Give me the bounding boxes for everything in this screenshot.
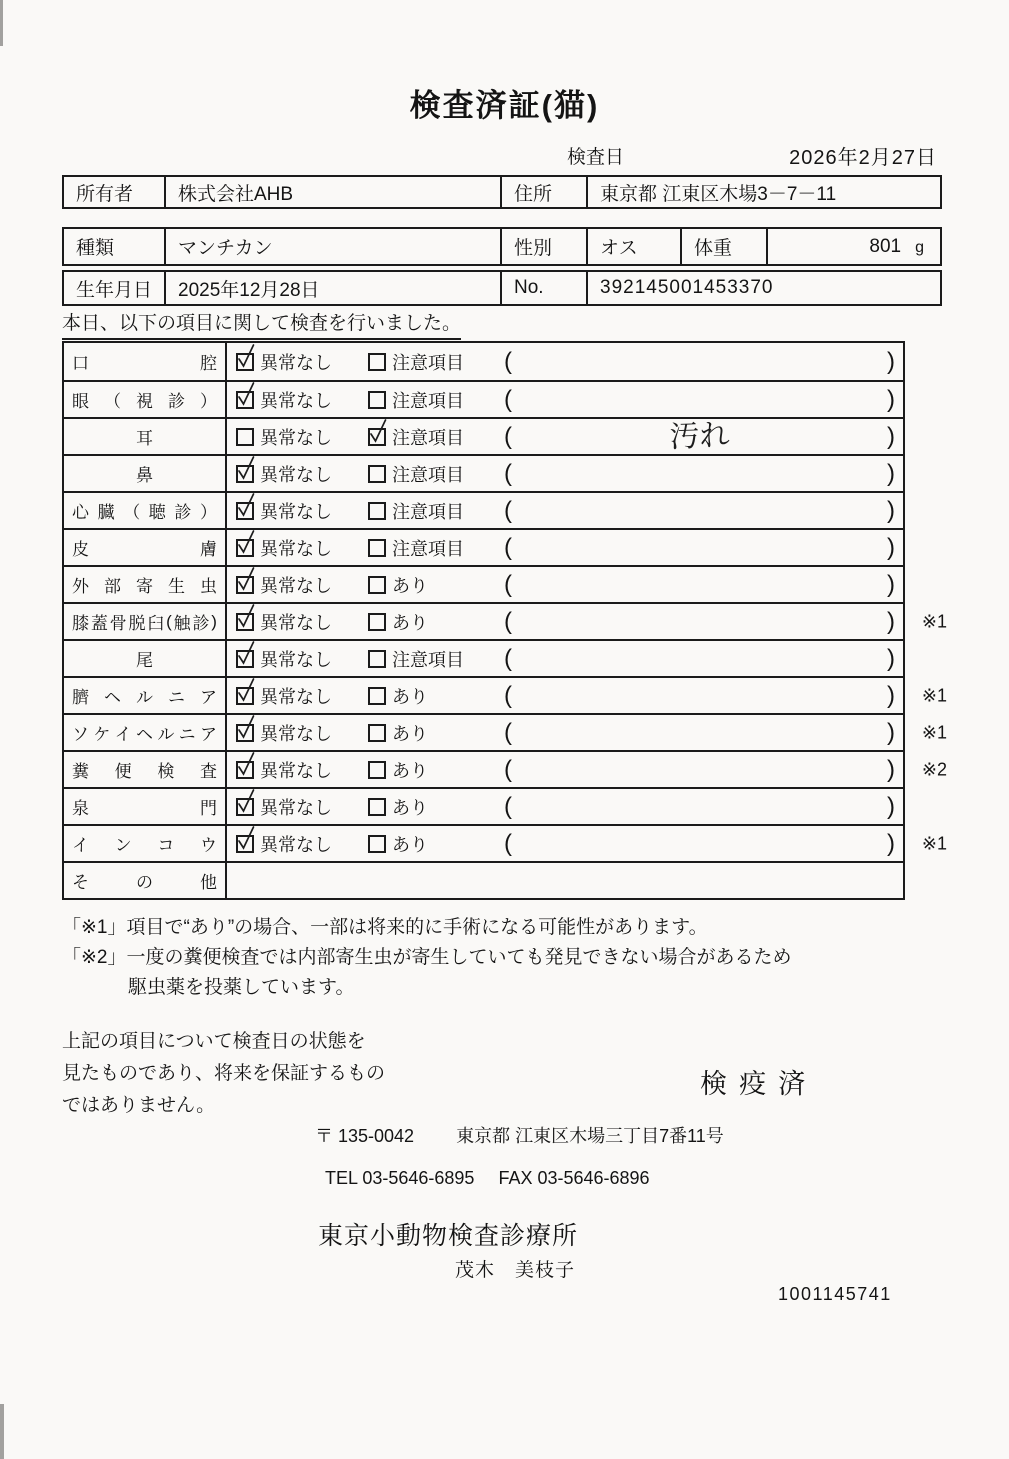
exam-row-content — [227, 678, 903, 713]
note-open-paren: ( — [504, 385, 512, 413]
no-abnormality-checkbox — [236, 798, 254, 816]
breed-label: 種類 — [63, 228, 165, 265]
note-close-paren: ) — [887, 681, 895, 709]
no-abnormality-option — [236, 349, 368, 375]
checkmark-icon — [235, 602, 257, 632]
exam-item-label: イ ン コ ウ — [64, 826, 227, 861]
note-text — [512, 615, 887, 628]
no-abnormality-checkbox — [236, 687, 254, 705]
note-open-paren: ( — [504, 422, 512, 450]
exam-row-content — [227, 530, 903, 565]
checkmark-icon — [235, 639, 257, 669]
note-area — [504, 829, 903, 857]
no-abnormality-label: 異常なし — [260, 464, 332, 485]
note-area — [504, 385, 903, 413]
checkmark-icon — [235, 713, 257, 743]
no-abnormality-checkbox — [236, 613, 254, 631]
checkmark-icon — [235, 342, 257, 372]
exam-row-content — [227, 456, 903, 491]
footnote-ref: ※2 — [921, 759, 947, 779]
no-abnormality-checkbox — [236, 353, 254, 371]
note-text — [512, 837, 887, 850]
no-abnormality-checkbox — [236, 465, 254, 483]
no-abnormality-option — [236, 461, 368, 487]
attention-checkbox — [368, 798, 386, 816]
attention-checkbox — [368, 613, 386, 631]
attention-checkbox — [368, 835, 386, 853]
note-close-paren: ) — [887, 347, 895, 375]
footnote-ref: ※1 — [921, 833, 947, 853]
no-abnormality-option — [236, 831, 368, 857]
note-text — [512, 800, 887, 813]
attention-checkbox — [368, 724, 386, 742]
no-abnormality-label: 異常なし — [260, 760, 332, 781]
exam-item-label: そ の 他 — [64, 863, 227, 898]
postal-code: 〒 135-0042 — [315, 1126, 415, 1146]
no-abnormality-option — [236, 720, 368, 746]
attention-label: あり — [392, 723, 428, 744]
weight-unit: g — [915, 238, 924, 256]
no-abnormality-option — [236, 498, 368, 524]
exam-row-content — [227, 493, 903, 528]
exam-row — [64, 787, 903, 824]
attention-label: 注意項目 — [392, 390, 464, 411]
attention-label: 注意項目 — [392, 427, 464, 448]
note-open-paren: ( — [504, 829, 512, 857]
no-abnormality-label: 異常なし — [260, 352, 332, 373]
no-abnormality-option — [236, 424, 368, 450]
attention-option — [368, 498, 504, 524]
attention-label: 注意項目 — [392, 649, 464, 670]
disclaimer-line-2: 見たものであり、将来を保証するもの — [62, 1063, 386, 1084]
exam-row — [64, 602, 947, 639]
sex-value: オス — [587, 228, 681, 265]
no-abnormality-option — [236, 609, 368, 635]
attention-option — [368, 387, 504, 413]
attention-checkbox — [368, 650, 386, 668]
inspection-date-label: 検査日 — [567, 147, 625, 168]
note-area — [504, 533, 903, 561]
no-abnormality-label: 異常なし — [260, 575, 332, 596]
attention-checkbox — [368, 576, 386, 594]
checkmark-icon — [235, 787, 257, 817]
checkmark-icon — [235, 750, 257, 780]
attention-option — [368, 349, 504, 375]
no-abnormality-checkbox — [236, 539, 254, 557]
note-open-paren: ( — [504, 496, 512, 524]
exam-item-label: 鼻 — [64, 456, 227, 491]
attention-option — [368, 424, 504, 450]
owner-label: 所有者 — [63, 176, 165, 208]
note-text — [512, 504, 887, 517]
note-area — [504, 681, 903, 709]
checkmark-icon — [235, 380, 257, 410]
no-abnormality-option — [236, 535, 368, 561]
footnote-3: 駆虫薬を投薬しています。 — [128, 977, 355, 998]
footnote-1: 「※1」項目で“あり”の場合、一部は将来的に手術になる可能性があります。 — [62, 917, 708, 938]
no-abnormality-label: 異常なし — [260, 834, 332, 855]
exam-row — [64, 454, 903, 491]
weight-value: 801 — [869, 235, 902, 257]
attention-label: あり — [392, 834, 428, 855]
clinic-address: 東京都 江東区木場三丁目7番11号 — [456, 1126, 724, 1146]
no-abnormality-checkbox — [236, 761, 254, 779]
exam-row-content — [227, 641, 903, 676]
no-label: No. — [501, 271, 587, 305]
attention-checkbox — [368, 465, 386, 483]
address-value: 東京都 江東区木場3－7－11 — [587, 176, 941, 208]
attention-checkbox — [368, 353, 386, 371]
note-open-paren: ( — [504, 681, 512, 709]
note-area — [504, 644, 903, 672]
exam-item-label: 臍 ヘ ル ニ ア — [64, 678, 227, 713]
birthdate-label: 生年月日 — [63, 271, 165, 305]
exam-row-content — [227, 382, 903, 417]
exam-row — [64, 417, 903, 454]
exam-row-content — [227, 343, 903, 380]
owner-value: 株式会社AHB — [165, 176, 501, 208]
exam-row-content — [227, 419, 903, 454]
attention-option — [368, 683, 504, 709]
footnote-ref: ※1 — [921, 685, 947, 705]
note-area — [504, 418, 903, 454]
note-close-paren: ) — [887, 755, 895, 783]
attention-label: あり — [392, 760, 428, 781]
note-area — [504, 607, 903, 635]
footnote-2: 「※2」一度の糞便検査では内部寄生虫が寄生していても発見できない場合があるため — [62, 947, 792, 968]
note-text: 汚れ — [668, 418, 731, 454]
no-abnormality-checkbox — [236, 650, 254, 668]
exam-row — [64, 380, 903, 417]
pet-info-table — [62, 227, 942, 266]
note-close-paren: ) — [887, 644, 895, 672]
exam-row — [64, 713, 947, 750]
intro-text: 本日、以下の項目に関して検査を行いました。 — [62, 308, 461, 340]
no-abnormality-option — [236, 572, 368, 598]
breed-value: マンチカン — [165, 228, 501, 265]
disclaimer-text — [62, 1026, 385, 1122]
attention-label: 注意項目 — [392, 464, 464, 485]
attention-checkbox — [368, 502, 386, 520]
exam-row — [64, 565, 903, 602]
note-open-paren: ( — [504, 644, 512, 672]
note-area — [504, 755, 903, 783]
note-text — [512, 393, 887, 406]
footnote-ref: ※1 — [921, 722, 947, 742]
scan-artifact — [0, 0, 3, 46]
note-close-paren: ) — [887, 829, 895, 857]
attention-checkbox — [368, 539, 386, 557]
note-area — [504, 347, 903, 375]
note-text — [512, 578, 887, 591]
attention-option — [368, 831, 504, 857]
note-close-paren: ) — [887, 718, 895, 746]
note-close-paren: ) — [887, 496, 895, 524]
note-close-paren: ) — [887, 607, 895, 635]
note-text — [512, 726, 887, 739]
exam-row — [64, 861, 903, 898]
note-text — [512, 763, 887, 776]
note-close-paren: ) — [887, 570, 895, 598]
no-abnormality-label: 異常なし — [260, 538, 332, 559]
disclaimer-line-1: 上記の項目について検査日の状態を — [62, 1031, 366, 1052]
exam-item-label: 膝 蓋 骨 脱 臼 ( 触 診 ) — [64, 604, 227, 639]
attention-option — [368, 572, 504, 598]
sex-label: 性別 — [501, 228, 587, 265]
birth-info-table — [62, 270, 942, 306]
note-close-paren: ) — [887, 533, 895, 561]
exam-item-label: 眼 （ 視 診 ） — [64, 382, 227, 417]
note-text — [512, 355, 887, 368]
note-open-paren: ( — [504, 792, 512, 820]
no-abnormality-checkbox — [236, 502, 254, 520]
exam-table — [62, 341, 947, 900]
attention-label: あり — [392, 797, 428, 818]
no-abnormality-label: 異常なし — [260, 723, 332, 744]
exam-row — [64, 528, 903, 565]
exam-item-label: 外 部 寄 生 虫 — [64, 567, 227, 602]
no-abnormality-option — [236, 387, 368, 413]
clinic-name: 東京小動物検査診療所 — [318, 1222, 579, 1250]
checkmark-icon — [235, 565, 257, 595]
weight-cell — [767, 228, 941, 265]
note-open-paren: ( — [504, 347, 512, 375]
attention-option — [368, 794, 504, 820]
attention-checkbox — [368, 391, 386, 409]
address-label: 住所 — [501, 176, 587, 208]
note-open-paren: ( — [504, 718, 512, 746]
attention-option — [368, 720, 504, 746]
exam-row — [64, 676, 947, 713]
inspection-date-value: 2026年2月27日 — [789, 147, 937, 169]
page-title: 検査済証(猫) — [409, 88, 600, 123]
exam-row — [64, 750, 947, 787]
exam-item-label: 心 臓 （ 聴 診 ） — [64, 493, 227, 528]
exam-row-content — [227, 604, 903, 639]
no-abnormality-option — [236, 646, 368, 672]
clinic-address-line — [315, 1122, 724, 1148]
note-area — [504, 792, 903, 820]
note-close-paren: ) — [887, 422, 895, 450]
note-close-paren: ) — [887, 385, 895, 413]
exam-item-label: 尾 — [64, 641, 227, 676]
no-abnormality-label: 異常なし — [260, 797, 332, 818]
note-open-paren: ( — [504, 570, 512, 598]
attention-label: 注意項目 — [392, 501, 464, 522]
exam-row-content — [227, 715, 903, 750]
footnote-ref: ※1 — [921, 611, 947, 631]
note-open-paren: ( — [504, 607, 512, 635]
no-abnormality-checkbox — [236, 724, 254, 742]
attention-label: あり — [392, 575, 428, 596]
tel-number: TEL 03-5646-6895 — [325, 1168, 475, 1188]
exam-row — [64, 824, 947, 861]
note-text — [512, 652, 887, 665]
exam-row — [64, 491, 903, 528]
attention-option — [368, 461, 504, 487]
checkmark-icon — [235, 676, 257, 706]
clinic-tel-line — [325, 1168, 650, 1189]
no-abnormality-label: 異常なし — [260, 427, 332, 448]
no-abnormality-checkbox — [236, 391, 254, 409]
exam-item-label: 泉 門 — [64, 789, 227, 824]
no-abnormality-label: 異常なし — [260, 649, 332, 670]
attention-label: あり — [392, 612, 428, 633]
no-abnormality-checkbox — [236, 428, 254, 446]
exam-item-label: 糞 便 検 査 — [64, 752, 227, 787]
checkmark-icon — [235, 528, 257, 558]
attention-option — [368, 646, 504, 672]
exam-row — [64, 639, 903, 676]
note-open-paren: ( — [504, 533, 512, 561]
attention-label: 注意項目 — [392, 352, 464, 373]
scan-artifact — [0, 1404, 4, 1459]
owner-table — [62, 175, 942, 209]
attention-option — [368, 757, 504, 783]
attention-option — [368, 535, 504, 561]
exam-row-content — [227, 826, 903, 861]
attention-option — [368, 609, 504, 635]
no-abnormality-option — [236, 794, 368, 820]
note-open-paren: ( — [504, 755, 512, 783]
exam-item-label: 皮 膚 — [64, 530, 227, 565]
no-abnormality-label: 異常なし — [260, 390, 332, 411]
exam-item-label: 耳 — [64, 419, 227, 454]
note-area — [504, 718, 903, 746]
note-area — [504, 496, 903, 524]
exam-item-label: ソ ケ イ ヘ ル ニ ア — [64, 715, 227, 750]
note-area — [504, 570, 903, 598]
footnotes — [62, 913, 962, 1003]
exam-item-label: 口 腔 — [64, 343, 227, 380]
checkmark-icon — [235, 491, 257, 521]
attention-checkbox — [368, 428, 386, 446]
no-abnormality-option — [236, 683, 368, 709]
veterinarian-name: 茂木 美枝子 — [455, 1260, 576, 1281]
no-abnormality-checkbox — [236, 835, 254, 853]
note-text — [512, 467, 887, 480]
attention-checkbox — [368, 687, 386, 705]
note-close-paren: ) — [887, 459, 895, 487]
no-abnormality-label: 異常なし — [260, 501, 332, 522]
note-text — [512, 689, 887, 702]
no-abnormality-checkbox — [236, 576, 254, 594]
note-open-paren: ( — [504, 459, 512, 487]
attention-checkbox — [368, 761, 386, 779]
checkmark-icon — [235, 454, 257, 484]
no-value: 392145001453370 — [587, 271, 941, 305]
fax-number: FAX 03-5646-6896 — [498, 1168, 650, 1188]
attention-label: あり — [392, 686, 428, 707]
checkmark-icon — [367, 417, 389, 447]
exam-row-content — [227, 789, 903, 824]
quarantine-stamp: 検疫済 — [700, 1069, 818, 1099]
note-close-paren: ) — [887, 792, 895, 820]
attention-label: 注意項目 — [392, 538, 464, 559]
no-abnormality-label: 異常なし — [260, 612, 332, 633]
no-abnormality-option — [236, 757, 368, 783]
exam-row-content — [227, 567, 903, 602]
note-text — [512, 541, 887, 554]
checkmark-icon — [235, 824, 257, 854]
serial-number: 1001145741 — [778, 1284, 892, 1304]
weight-label: 体重 — [681, 228, 767, 265]
disclaimer-line-3: ではありません。 — [62, 1095, 216, 1116]
note-area — [504, 459, 903, 487]
exam-row-content — [227, 752, 903, 787]
birthdate-value: 2025年12月28日 — [165, 271, 501, 305]
no-abnormality-label: 異常なし — [260, 686, 332, 707]
exam-row — [64, 343, 903, 380]
